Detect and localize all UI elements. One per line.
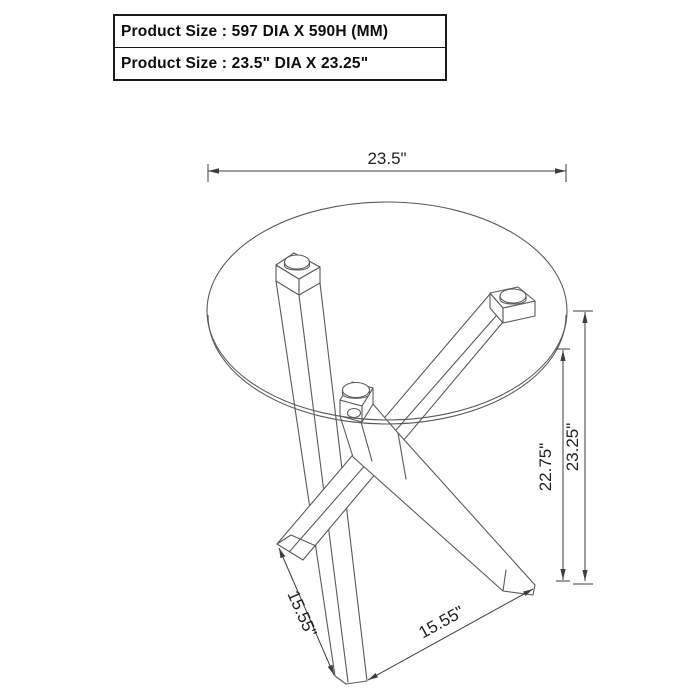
glass-thickness-arc [208,315,566,424]
dim-label-overall-height: 23.25" [563,422,582,472]
dim-label-top-diameter: 23.5" [367,149,407,168]
leg-front-beam [340,404,535,595]
arrow-down-icon [582,570,587,581]
arrow-up-icon [560,350,565,361]
arrow-up-icon [582,312,587,323]
product-size-row-inch: Product Size : 23.5" DIA X 23.25" [115,47,445,79]
cap-pad [500,289,526,303]
dim-top-diameter [208,149,566,182]
leg-front [340,404,535,595]
arrow-left-icon [368,673,378,680]
dim-leg-span-right [368,589,533,680]
product-size-row-mm: Product Size : 597 DIA X 590H (MM) [121,22,389,40]
product-size-table [113,14,447,81]
dim-overall-height [563,311,593,584]
arrow-left-icon [208,168,219,173]
dim-label-height-underside: 22.75" [536,442,555,492]
leg-front-peg-hole [348,409,361,418]
arrow-down-icon [560,569,565,580]
cap-pad [343,383,370,398]
dim-label-leg-span-left: 15.55" [283,587,321,640]
arrow-right-icon [555,168,566,173]
arrow-up-left-icon [279,548,285,558]
dim-label-leg-span-right: 15.55" [415,602,468,643]
dim-line [368,589,533,680]
cap-pad [285,255,310,269]
